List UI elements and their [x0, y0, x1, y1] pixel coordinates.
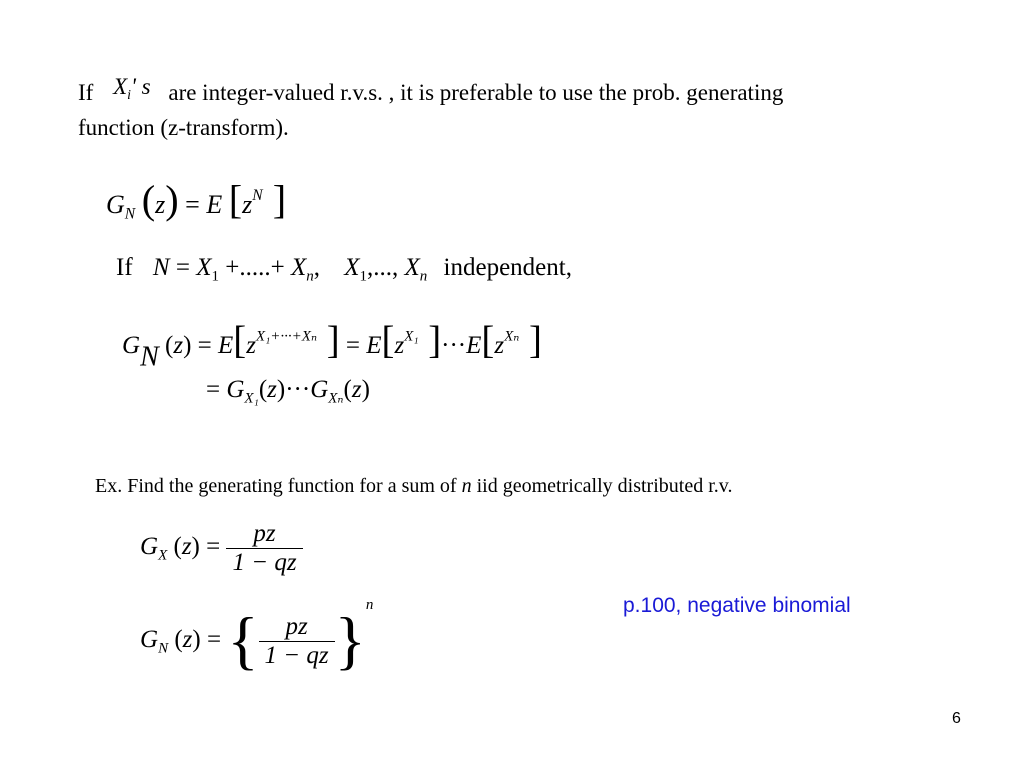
intro-paragraph: [78, 76, 958, 144]
intro-if: If: [78, 80, 94, 105]
intro-xi-symbol: $X_i'$ s: [113, 74, 151, 102]
intro-line-2: function (z-transform).: [78, 114, 289, 140]
equation-negative-binomial-gf: $G_N$ (z) = { $\frac{pz}{1 - qz}$ }$^n$: [140, 597, 374, 677]
example-statement: Ex. Find the generating function for a sum of n iid geometrically distributed r.v.: [95, 475, 733, 497]
intro-line-1: [78, 76, 958, 111]
equation-product-gf: = $G_{X_1}(z)\cdot\cdot\cdot G_{X_n}(z)$: [206, 376, 370, 407]
reference-note: p.100, negative binomial: [623, 594, 851, 617]
equation-product-expectation: GN $(z) = E[z^{X_1+\cdot\cdot\cdot+X_n}$ ] = $E[z^{X_1}$ ]$\cdot\cdot\cdot E[z^{X_n}$ ]: [122, 319, 542, 373]
equation-gn-definition: $G_N$ (z) = E [$z^N$ ]: [106, 177, 287, 223]
geometric-fraction: $\frac{pz}{1 - qz}$: [226, 520, 302, 577]
equation-geometric-gf: $G_X$ (z) = $\frac{pz}{1 - qz}$: [140, 520, 303, 577]
intro-text-line1: are integer-valued r.v.s. , it is preferable to use the prob. generating: [168, 80, 784, 105]
independence-statement: If $N = X_1$ +.....+ $X_n$, $X_1$,..., $X_n$ independent,: [116, 254, 572, 285]
page-number: 6: [952, 710, 961, 727]
negbin-fraction: $\frac{pz}{1 - qz}$: [259, 613, 335, 670]
